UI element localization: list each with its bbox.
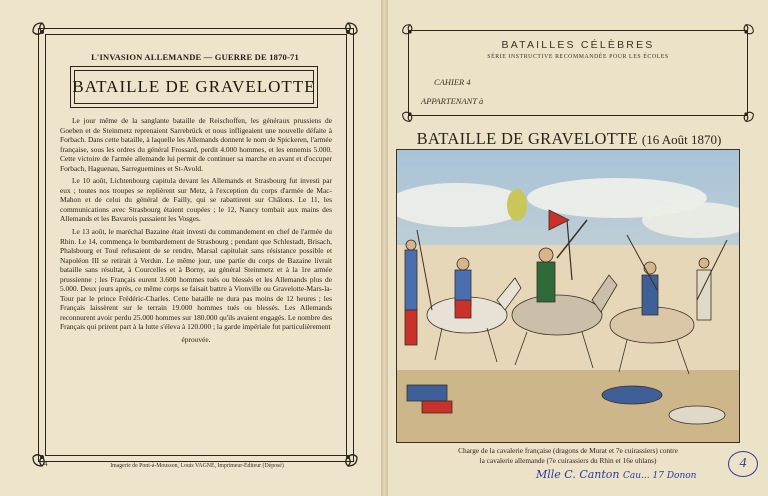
handwritten-note: Cau... 17 Donon	[623, 471, 697, 481]
series-subtitle: SÉRIE INSTRUCTIVE RECOMMANDÉE POUR LES ÉCOLES	[487, 54, 669, 60]
article-paragraph: Le 10 août, Lichtenbourg capitula devant les Allemands et Strasbourg fut investi par eux ; toutes nos troupes se replièrent sur Metz, à l'exception du corps d'armée de Mac-Mahon et de celui du général de Failly, qui se rabattirent sur Châlons. Le 11, les communications avec Strasbourg étaient coupées ; le 12, Nancy tombait aux mains des Allemands et les Bavarois passaient les Vosges.	[60, 176, 332, 224]
right-page-title	[398, 129, 740, 149]
article-body	[60, 116, 332, 348]
handwritten-owner-name	[536, 468, 696, 481]
caption-line: la cavalerie allemande (7e cuirassiers du Rhin et 16e uhlans)	[479, 455, 657, 465]
ornamental-corner-icon	[31, 446, 53, 468]
cahier-number: 4	[466, 77, 471, 87]
illustration-caption	[405, 446, 731, 465]
battle-title: BATAILLE DE GRAVELOTTE	[416, 129, 638, 148]
article-last-line: éprouvée.	[181, 335, 211, 345]
ornamental-corner-icon	[737, 105, 755, 123]
handwritten-name: Mlle C. Canton	[536, 468, 620, 481]
caption-line: Charge de la cavalerie française (dragons de Murat et 7e cuirassiers) contre	[458, 446, 678, 455]
cahier-label	[434, 77, 471, 87]
ornamental-corner-icon	[401, 105, 419, 123]
cahier-label-text: CAHIER	[434, 77, 465, 87]
left-page-header: L'INVASION ALLEMANDE — GUERRE DE 1870-71	[91, 52, 299, 62]
page-gutter	[381, 0, 388, 496]
printer-imprint: Imagerie de Pont-à-Mousson, Louis VAGNÉ, Imprimeur-Éditeur (Déposé)	[110, 463, 284, 469]
battle-illustration	[396, 149, 740, 443]
page-number: 4	[44, 460, 48, 468]
series-title: BATAILLES CÉLÈBRES	[501, 39, 655, 51]
ornamental-corner-icon	[337, 21, 359, 43]
article-paragraph: Le 13 août, le maréchal Bazaine était investi du commandement en chef de l'armée du Rhin. Le 14, commença le bombardement de Strasbourg ; pendant que Schlestadt, Brisach, Phalsbourg et Toul refusaient de se rendre, Marsal capitulait sans résistance possible et Napoléon III se retirait à Verdun. Le même jour, une partie du corps de Bazaine livrait bataille sans résultat, à Courcelles et à Borny, au général Steinmetz et à la 1re armée prussienne ; les Français eurent 3.600 hommes tués ou blessés et les Allemands plus de 5.000. Deux jours après, ce même corps se faisait battre à Vionville ou Gravelotte-Mars-la-Tour par le prince Frédéric-Charles. Cette bataille ne dura pas moins de 12 heures ; les Français laissèrent sur le terrain 19.000 hommes tués ou blessés. Les Allemands reconnurent avoir perdu 25.000 hommes sur 180.000 qu'ils avaient engagés. Le nombre des Français qui prirent part à la lutte s'éleva à 120.000 ; la garde impériale fut particulièrement	[60, 227, 332, 332]
ornamental-corner-icon	[31, 21, 53, 43]
left-page-title: BATAILLE DE GRAVELOTTE	[72, 77, 316, 96]
circled-page-number: 4	[728, 451, 758, 477]
article-paragraph: Le jour même de la sanglante bataille de Reischoffen, les généraux prussiens de Goeben et de Steinmetz reprenaient Sarrebrück et nous infligeaient une nouvelle défaite à Forbach. Dans cette bataille, à laquelle les Allemands donnent le nom de Spickeren, l'armée française, sous les ordres du général Frossard, perdit 4.000 hommes, et les ennemis 5.000. Cette victoire de l'armée allemande lui permit de continuer sa marche en avant et d'occuper Forbach, Haguenau, Sarreguemines et St-Avold.	[60, 116, 332, 173]
battle-date: (16 Août 1870)	[641, 132, 722, 147]
owner-label: APPARTENANT à	[421, 96, 484, 106]
